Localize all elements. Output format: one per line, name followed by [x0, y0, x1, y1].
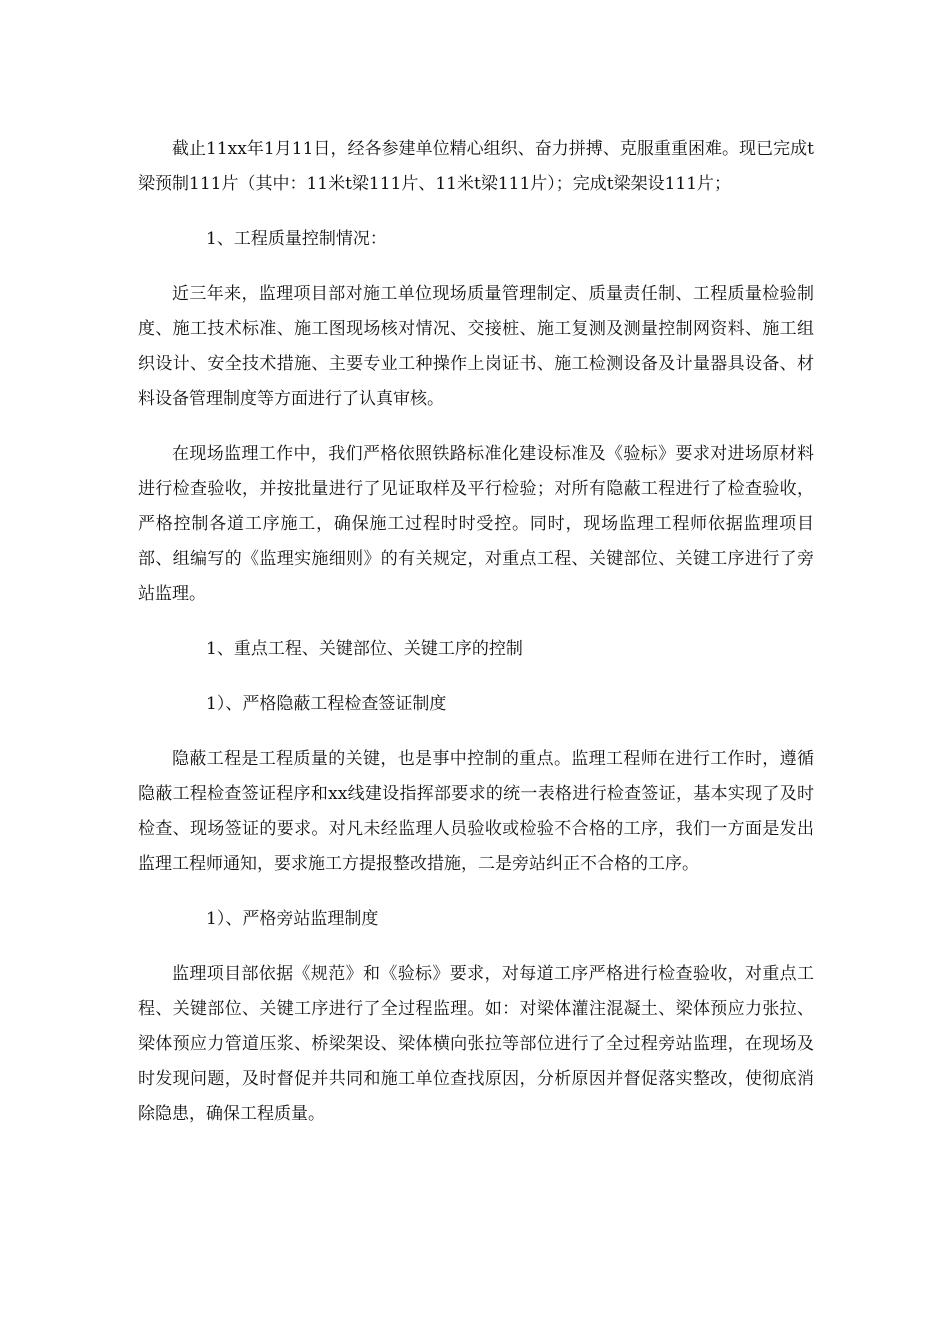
paragraph-review-items: 近三年来，监理项目部对施工单位现场质量管理制定、质量责任制、工程质量检验制度、施工技术标准、施工图现场核对情况、交接桩、施工复测及测量控制网资料、施工组织设计、安全技术措施、主要专业工种操作上岗证书、施工检测设备及计量器具设备、材料设备管理制度等方面进行了认真审核。 — [138, 284, 814, 409]
paragraph-site-supervision: 在现场监理工作中，我们严格依照铁路标准化建设标准及《验标》要求对进场原材料进行检查验收，并按批量进行了见证取样及平行检验；对所有隐蔽工程进行了检查验收，严格控制各道工序施工，确保施工过程时时受控。同时，现场监理工程师依据监理项目部、组编写的《监理实施细则》的有关规定，对重点工程、关键部位、关键工序进行了旁站监理。 — [138, 444, 814, 604]
document-body — [138, 132, 814, 1152]
paragraph-concealed-works: 隐蔽工程是工程质量的关键，也是事中控制的重点。监理工程师在进行工作时，遵循隐蔽工程检查签证程序和xx线建设指挥部要求的统一表格进行检查签证，基本实现了及时检查、现场签证的要求。对凡未经监理人员验收或检验不合格的工序，我们一方面是发出监理工程师通知，要求施工方提报整改措施，二是旁站纠正不合格的工序。 — [138, 749, 814, 874]
heading-side-station-supervision: 1）、严格旁站监理制度 — [206, 909, 379, 929]
heading-quality-control: 1、工程质量控制情况： — [206, 229, 387, 249]
heading-key-works-control: 1、重点工程、关键部位、关键工序的控制 — [206, 639, 523, 659]
heading-concealed-works-inspection: 1）、严格隐蔽工程检查签证制度 — [206, 694, 447, 714]
paragraph-progress-summary: 截止11xx年1月11日，经各参建单位精心组织、奋力拼搏、克服重重困难。现已完成t梁预制111片（其中：11米t梁111片、11米t梁111片）；完成t梁架设111片； — [138, 139, 814, 194]
paragraph-side-station: 监理项目部依据《规范》和《验标》要求，对每道工序严格进行检查验收，对重点工程、关键部位、关键工序进行了全过程监理。如：对梁体灌注混凝土、梁体预应力张拉、梁体预应力管道压浆、桥梁架设、梁体横向张拉等部位进行了全过程旁站监理，在现场及时发现问题，及时督促并共同和施工单位查找原因，分析原因并督促落实整改，使彻底消除隐患，确保工程质量。 — [138, 964, 814, 1124]
